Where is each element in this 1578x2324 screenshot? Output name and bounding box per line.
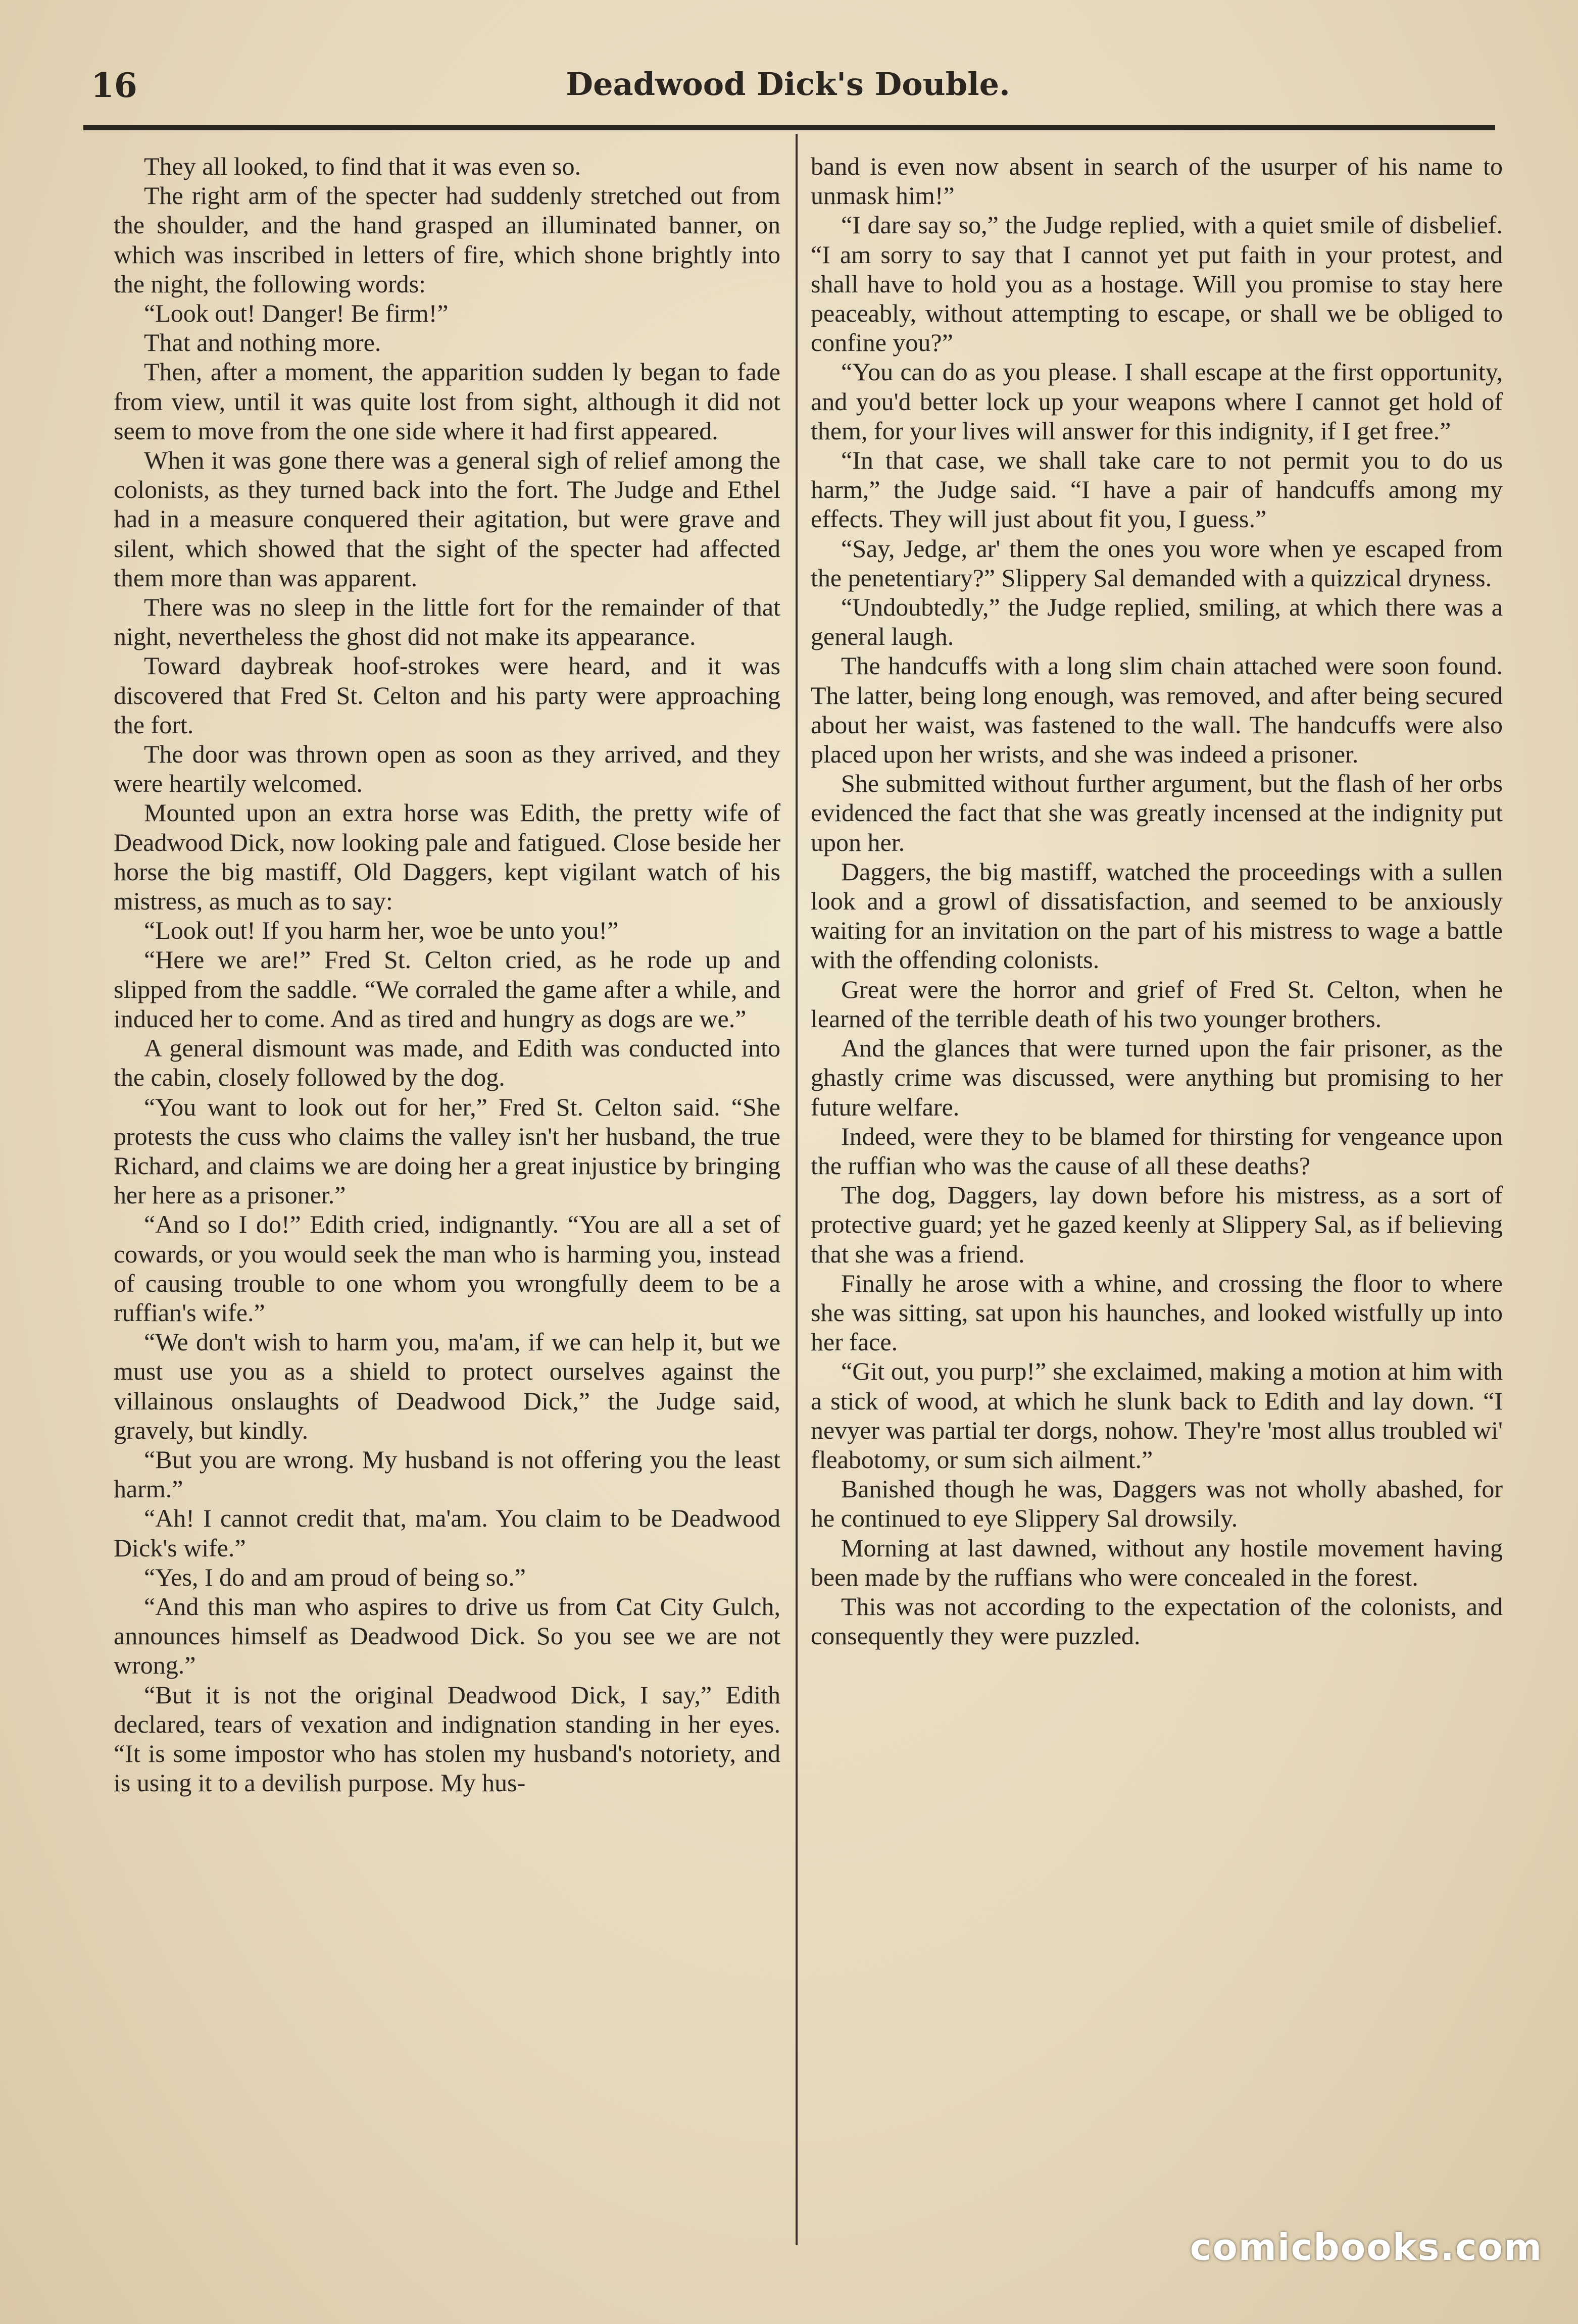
left-column (114, 151, 780, 2232)
paragraph: They all looked, to find that it was even so. (144, 152, 581, 180)
paragraph: Toward daybreak hoof-strokes were heard, and it was discovered that Fred St. Celton and his party were approaching the fort. (114, 651, 780, 739)
paragraph: “Git out, you purp!” she exclaimed, making a motion at him with a stick of wood, at which he slunk back to Edith and lay down. “I nevyer was partial ter dorgs, nohow. They're 'most allus troubled wi' fleabotomy, or sum sich ailment.” (811, 1357, 1503, 1474)
column-divider (796, 134, 798, 2245)
paragraph: Indeed, were they to be blamed for thirsting for vengeance upon the ruffian who was the cause of all these deaths? (811, 1122, 1503, 1180)
paragraph: Morning at last dawned, without any hostile movement having been made by the ruffians who were concealed in the forest. (811, 1533, 1503, 1591)
paragraph: This was not according to the expectation of the colonists, and consequently they were puzzled. (811, 1592, 1503, 1650)
paragraph: “Ah! I cannot credit that, ma'am. You claim to be Deadwood Dick's wife.” (114, 1504, 780, 1562)
paragraph: “Yes, I do and am proud of being so.” (144, 1562, 526, 1591)
paragraph: The door was thrown open as soon as they arrived, and they were heartily welcomed. (114, 740, 780, 798)
paragraph: “In that case, we shall take care to not permit you to do us harm,” the Judge said. “I have a pair of handcuffs among my effects. They will just about fit you, I guess.” (811, 446, 1503, 533)
paragraph: Mounted upon an extra horse was Edith, the pretty wife of Deadwood Dick, now looking pale and fatigued. Close beside her horse the big mastiff, Old Daggers, kept vigilant watch of his mistress, as much as to say: (114, 798, 780, 916)
paragraph: band is even now absent in search of the usurper of his name to unmask him!” (811, 152, 1503, 210)
paragraph: “Undoubtedly,” the Judge replied, smiling, at which there was a general laugh. (811, 593, 1503, 651)
paragraph: “But it is not the original Deadwood Dick, I say,” Edith declared, tears of vexation and indignation standing in her eyes. “It is some impostor who has stolen my husband's notoriety, and is using it to a devilish purpose. My hus- (114, 1680, 780, 1797)
paragraph: “Say, Jedge, ar' them the ones you wore when ye escaped from the penetentiary?” Slippery Sal demanded with a quizzical dryness. (811, 534, 1503, 592)
running-title: Deadwood Dick's Double. (566, 66, 1010, 103)
paragraph: Finally he arose with a whine, and crossing the floor to where she was sitting, sat upon his haunches, and looked wistfully up into her face. (811, 1269, 1503, 1356)
paragraph: The dog, Daggers, lay down before his mistress, as a sort of protective guard; yet he gazed keenly at Slippery Sal, as if believing that she was a friend. (811, 1181, 1503, 1268)
paragraph: Banished though he was, Daggers was not wholly abashed, for he continued to eye Slippery Sal drowsily. (811, 1475, 1503, 1533)
paragraph: And the glances that were turned upon the fair prisoner, as the ghastly crime was discussed, were anything but promising to her future welfare. (811, 1034, 1503, 1121)
paragraph: The right arm of the specter had suddenly stretched out from the shoulder, and the hand grasped an illuminated banner, on which was inscribed in letters of fire, which shone brightly into the night, the following words: (114, 181, 780, 298)
paragraph: “You can do as you please. I shall escape at the first opportunity, and you'd better lock up your weapons where I cannot get hold of them, for your lives will answer for this indignity, if I get free.” (811, 358, 1503, 445)
paragraph: Then, after a moment, the apparition sudden ly began to fade from view, until it was quite lost from sight, although it did not seem to move from the one side where it had first appeared. (114, 358, 780, 445)
paragraph: When it was gone there was a general sigh of relief among the colonists, as they turned back into the fort. The Judge and Ethel had in a measure conquered their agitation, but were grave and silent, which showed that the sight of the specter had affected them more than was apparent. (114, 446, 780, 592)
paragraph: There was no sleep in the little fort for the remainder of that night, nevertheless the ghost did not make its appearance. (114, 593, 780, 651)
paragraph: She submitted without further argument, but the flash of her orbs evidenced the fact that she was greatly incensed at the indignity put upon her. (811, 769, 1503, 856)
paragraph: “But you are wrong. My husband is not offering you the least harm.” (114, 1445, 780, 1503)
paragraph: “Look out! If you harm her, woe be unto you!” (144, 916, 619, 945)
paragraph: Daggers, the big mastiff, watched the proceedings with a sullen look and a growl of dissatisfaction, and seemed to be anxiously waiting for an invitation on the part of his mistress to wage a battle with the offending colonists. (811, 857, 1503, 974)
page-number: 16 (91, 66, 137, 105)
watermark: comicbooks.com (1190, 2226, 1543, 2268)
paragraph: “And so I do!” Edith cried, indignantly. “You are all a set of cowards, or you would seek the man who is harming you, instead of causing trouble to one whom you wrongfully deem to be a ruffian's wife.” (114, 1210, 780, 1327)
paragraph: The handcuffs with a long slim chain attached were soon found. The latter, being long enough, was removed, and after being secured about her waist, was fastened to the wall. The handcuffs were also placed upon her wrists, and she was indeed a prisoner. (811, 651, 1503, 769)
paragraph: “And this man who aspires to drive us from Cat City Gulch, announces himself as Deadwood Dick. So you see we are not wrong.” (114, 1592, 780, 1680)
right-column (811, 151, 1503, 2232)
paragraph: A general dismount was made, and Edith was conducted into the cabin, closely followed by the dog. (114, 1034, 780, 1092)
paragraph: “We don't wish to harm you, ma'am, if we can help it, but we must use you as a shield to protect ourselves against the villainous onslaughts of Deadwood Dick,” the Judge said, gravely, but kindly. (114, 1328, 780, 1444)
paragraph: Great were the horror and grief of Fred St. Celton, when he learned of the terrible death of his two younger brothers. (811, 975, 1503, 1033)
paragraph: “You want to look out for her,” Fred St. Celton said. “She protests the cuss who claims the valley isn't her husband, the true Richard, and claims we are doing her a great injustice by bringing her here as a prisoner.” (114, 1092, 780, 1209)
header-rule (83, 125, 1495, 130)
paragraph: “I dare say so,” the Judge replied, with a quiet smile of disbelief. “I am sorry to say that I cannot yet put faith in your protest, and shall have to hold you as a hostage. Will you promise to stay here peaceably, without attempting to escape, or shall we be obliged to confine you?” (811, 211, 1503, 357)
paragraph: That and nothing more. (144, 328, 381, 357)
paragraph: “Here we are!” Fred St. Celton cried, as he rode up and slipped from the saddle. “We corraled the game after a while, and induced her to come. And as tired and hungry as dogs are we.” (114, 945, 780, 1033)
page-header (81, 61, 1495, 116)
paragraph: “Look out! Danger! Be firm!” (144, 299, 449, 328)
